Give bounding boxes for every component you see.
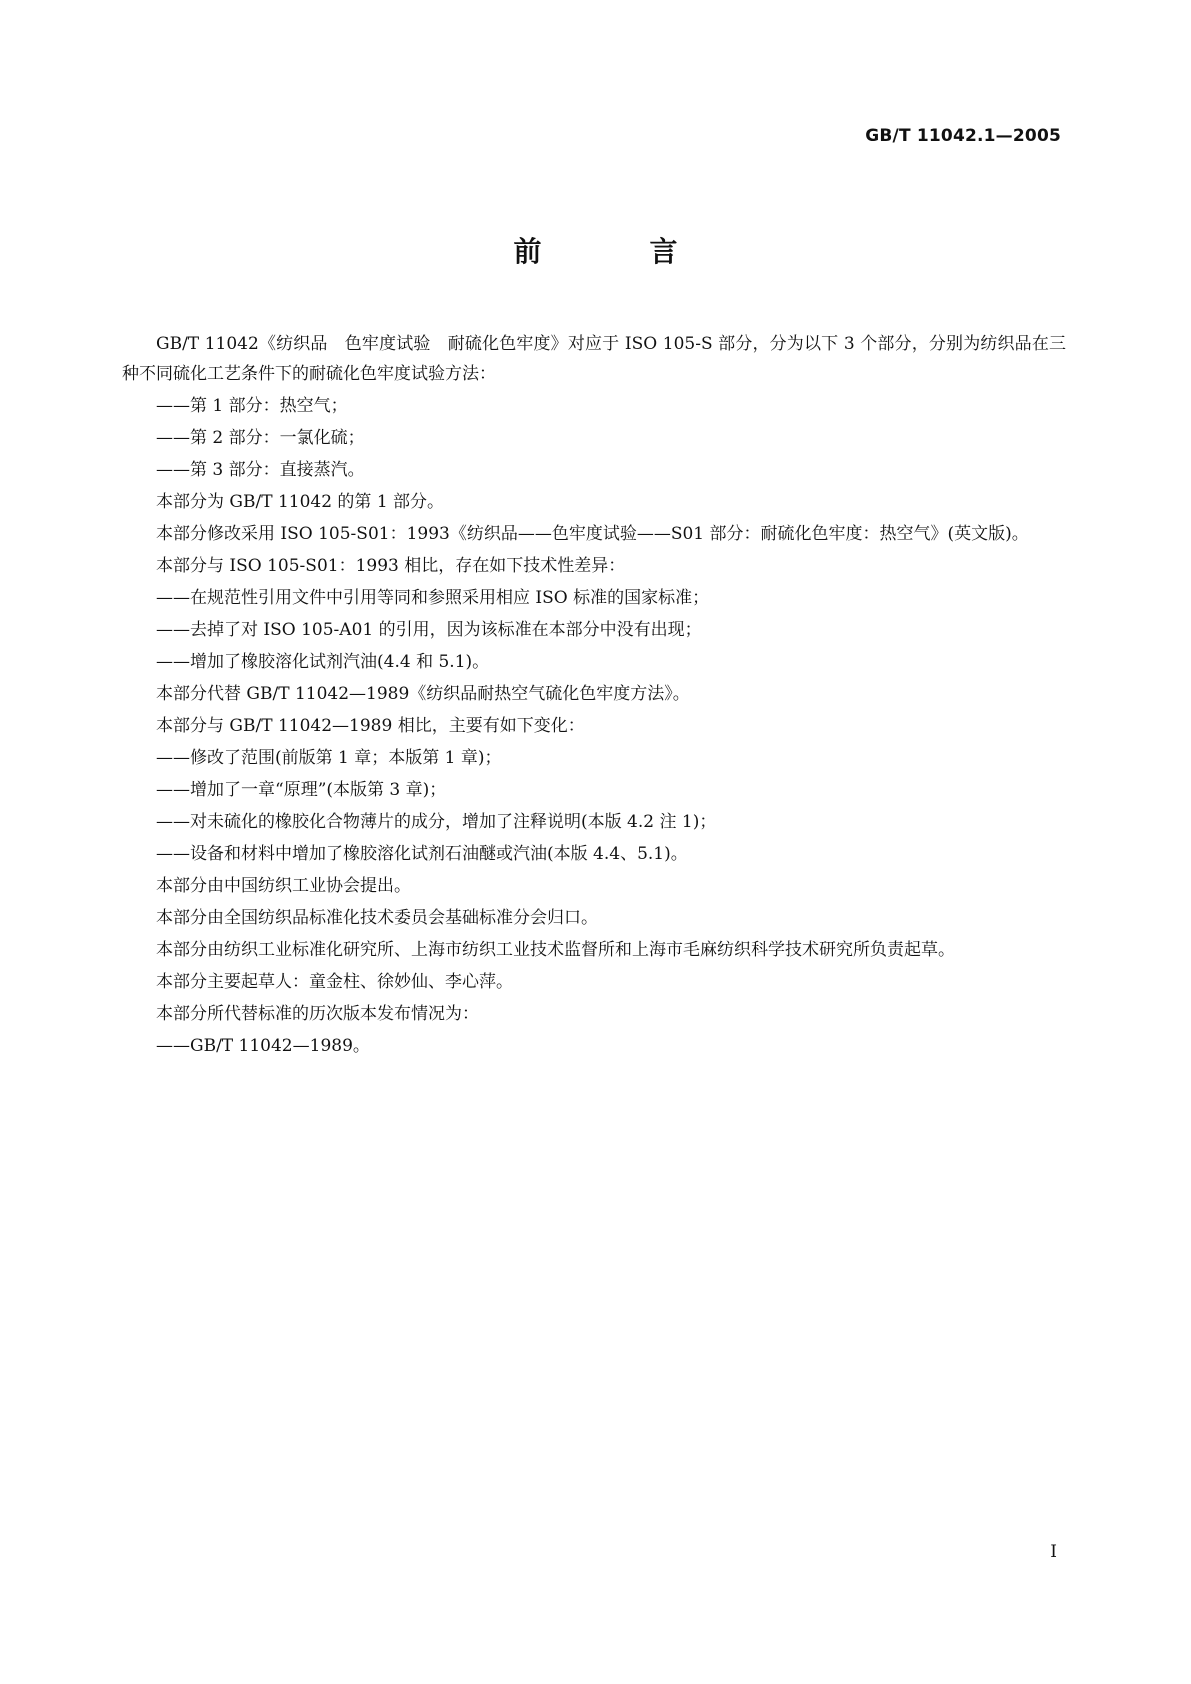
list-item: ——对未硫化的橡胶化合物薄片的成分，增加了注释说明(本版 4.2 注 1)；: [156, 812, 717, 832]
list-item: ——增加了一章“原理”(本版第 3 章)；: [156, 780, 447, 800]
paragraph: GB/T 11042《纺织品 色牢度试验 耐硫化色牢度》对应于 ISO 105-S 部分，分为以下 3 个部分，分别为纺织品在三种不同硫化工艺条件下的耐硫化色牢度试验方法：: [122, 334, 1066, 384]
list-item: ——在规范性引用文件中引用等同和参照采用相应 ISO 标准的国家标准；: [156, 588, 710, 608]
paragraph: 本部分与 ISO 105-S01：1993 相比，存在如下技术性差异：: [156, 556, 626, 576]
paragraph: 本部分与 GB/T 11042—1989 相比，主要有如下变化：: [156, 716, 585, 736]
list-item: ——去掉了对 ISO 105-A01 的引用，因为该标准在本部分中没有出现；: [156, 620, 702, 640]
foreword-body: [122, 329, 1066, 1063]
paragraph: 本部分由中国纺织工业协会提出。: [156, 876, 411, 896]
page-title: 前 言: [513, 235, 718, 268]
list-item: ——修改了范围(前版第 1 章；本版第 1 章)；: [156, 748, 502, 768]
standard-code: GB/T 11042.1—2005: [865, 126, 1061, 146]
paragraph: 本部分修改采用 ISO 105-S01：1993《纺织品——色牢度试验——S01 部分：耐硫化色牢度：热空气》(英文版)。: [156, 524, 1029, 544]
page-number: I: [1050, 1542, 1057, 1562]
paragraph: 本部分代替 GB/T 11042—1989《纺织品耐热空气硫化色牢度方法》。: [156, 684, 690, 704]
list-item: ——第 2 部分：一氯化硫；: [156, 428, 365, 448]
list-item: ——GB/T 11042—1989。: [156, 1036, 370, 1056]
paragraph: 本部分主要起草人：童金柱、徐妙仙、李心萍。: [156, 972, 513, 992]
paragraph: 本部分为 GB/T 11042 的第 1 部分。: [156, 492, 445, 512]
list-item: ——增加了橡胶溶化试剂汽油(4.4 和 5.1)。: [156, 652, 490, 672]
paragraph: 本部分由全国纺织品标准化技术委员会基础标准分会归口。: [156, 908, 598, 928]
paragraph: 本部分所代替标准的历次版本发布情况为：: [156, 1004, 479, 1024]
list-item: ——设备和材料中增加了橡胶溶化试剂石油醚或汽油(本版 4.4、5.1)。: [156, 844, 688, 864]
list-item: ——第 3 部分：直接蒸汽。: [156, 460, 365, 480]
list-item: ——第 1 部分：热空气；: [156, 396, 348, 416]
paragraph: 本部分由纺织工业标准化研究所、上海市纺织工业技术监督所和上海市毛麻纺织科学技术研究所负责起草。: [156, 940, 955, 960]
